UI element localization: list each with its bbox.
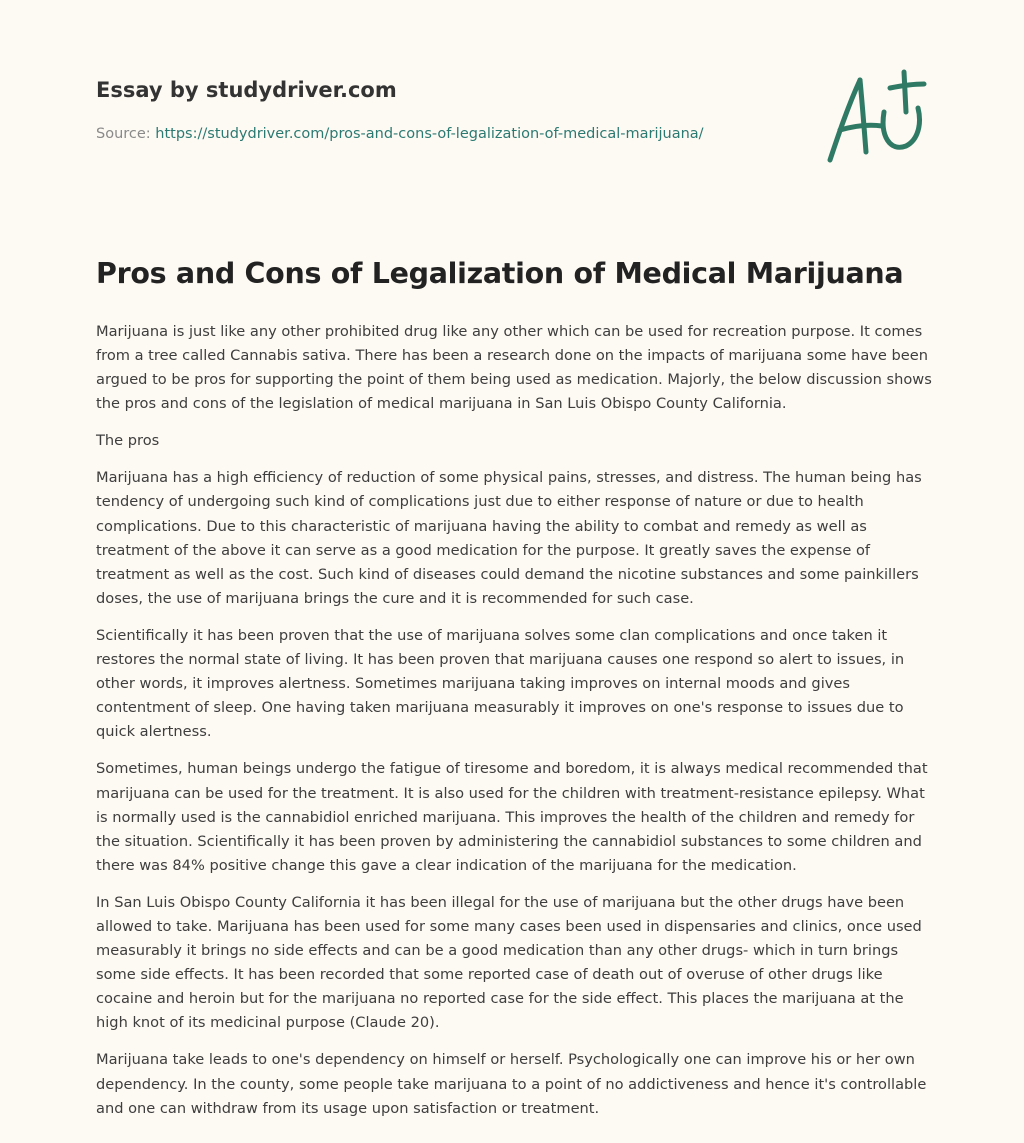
body-paragraph: Scientifically it has been proven that the use of marijuana solves some clan complications and once taken it restores the normal state of living. It has been proven that marijuana causes one respond so alert to issues, in other words, it improves alertness. Sometimes marijuana taking improves on internal moods and gives contentment of sleep. One having taken marijuana measurably it improves on one's response to issues due to quick alertness. [96, 626, 905, 741]
site-title: Essay by studydriver.com [96, 78, 397, 102]
document-content [96, 254, 932, 1134]
a-plus-logo-icon [820, 66, 930, 166]
body-paragraph: In San Luis Obispo County California it has been illegal for the use of marijuana but the other drugs have been allowed to take. Marijuana has been used for some many cases been used in dispensaries and clinics, once used measurably it brings no side effects and can be a good medication than any other drugs- which in turn brings some side effects. It has been recorded that some reported case of death out of overuse of other drugs like cocaine and heroin but for the marijuana no reported case for the side effect. This places the marijuana at the high knot of its medicinal purpose (Claude 20). [96, 893, 922, 1032]
intro-paragraph: Marijuana is just like any other prohibited drug like any other which can be used for recreation purpose. It comes from a tree called Cannabis sativa. There has been a research done on the impacts of marijuana some have been argued to be pros for supporting the point of them being used as medication. Majorly, the below discussion shows the pros and cons of the legislation of medical marijuana in San Luis Obispo County California. [96, 323, 932, 413]
header [96, 76, 796, 144]
source-line [96, 124, 796, 144]
source-label: Source: [96, 126, 156, 142]
source-link[interactable]: https://studydriver.com/pros-and-cons-of-legalization-of-medical-marijuana/ [155, 126, 704, 142]
body-paragraph: Marijuana take leads to one's dependency on himself or herself. Psychologically one can improve his or her own dependency. In the county, some people take marijuana to a point of no addictiveness and hence it's controllable and one can withdraw from its usage upon satisfaction or treatment. [96, 1051, 927, 1117]
section-heading-pros: The pros [96, 432, 160, 450]
body-paragraph: Sometimes, human beings undergo the fatigue of tiresome and boredom, it is always medical recommended that marijuana can be used for the treatment. It is also used for the children with treatment-resistance epilepsy. What is normally used is the cannabidiol enriched marijuana. This improves the health of the children and remedy for the situation. Scientifically it has been proven by administering the cannabidiol substances to some children and there was 84% positive change this gave a clear indication of the marijuana for the medication. [96, 760, 928, 874]
document-title: Pros and Cons of Legalization of Medical Marijuana [96, 257, 904, 290]
body-paragraph: Marijuana has a high efficiency of reduction of some physical pains, stresses, and distress. The human being has tendency of undergoing such kind of complications just due to either response of nature or due to health complications. Due to this characteristic of marijuana having the ability to combat and remedy as well as treatment of the above it can serve as a good medication for the purpose. It greatly saves the expense of treatment as well as the cost. Such kind of diseases could demand the nicotine substances and some painkillers doses, the use of marijuana brings the cure and it is recommended for such case. [96, 469, 922, 607]
